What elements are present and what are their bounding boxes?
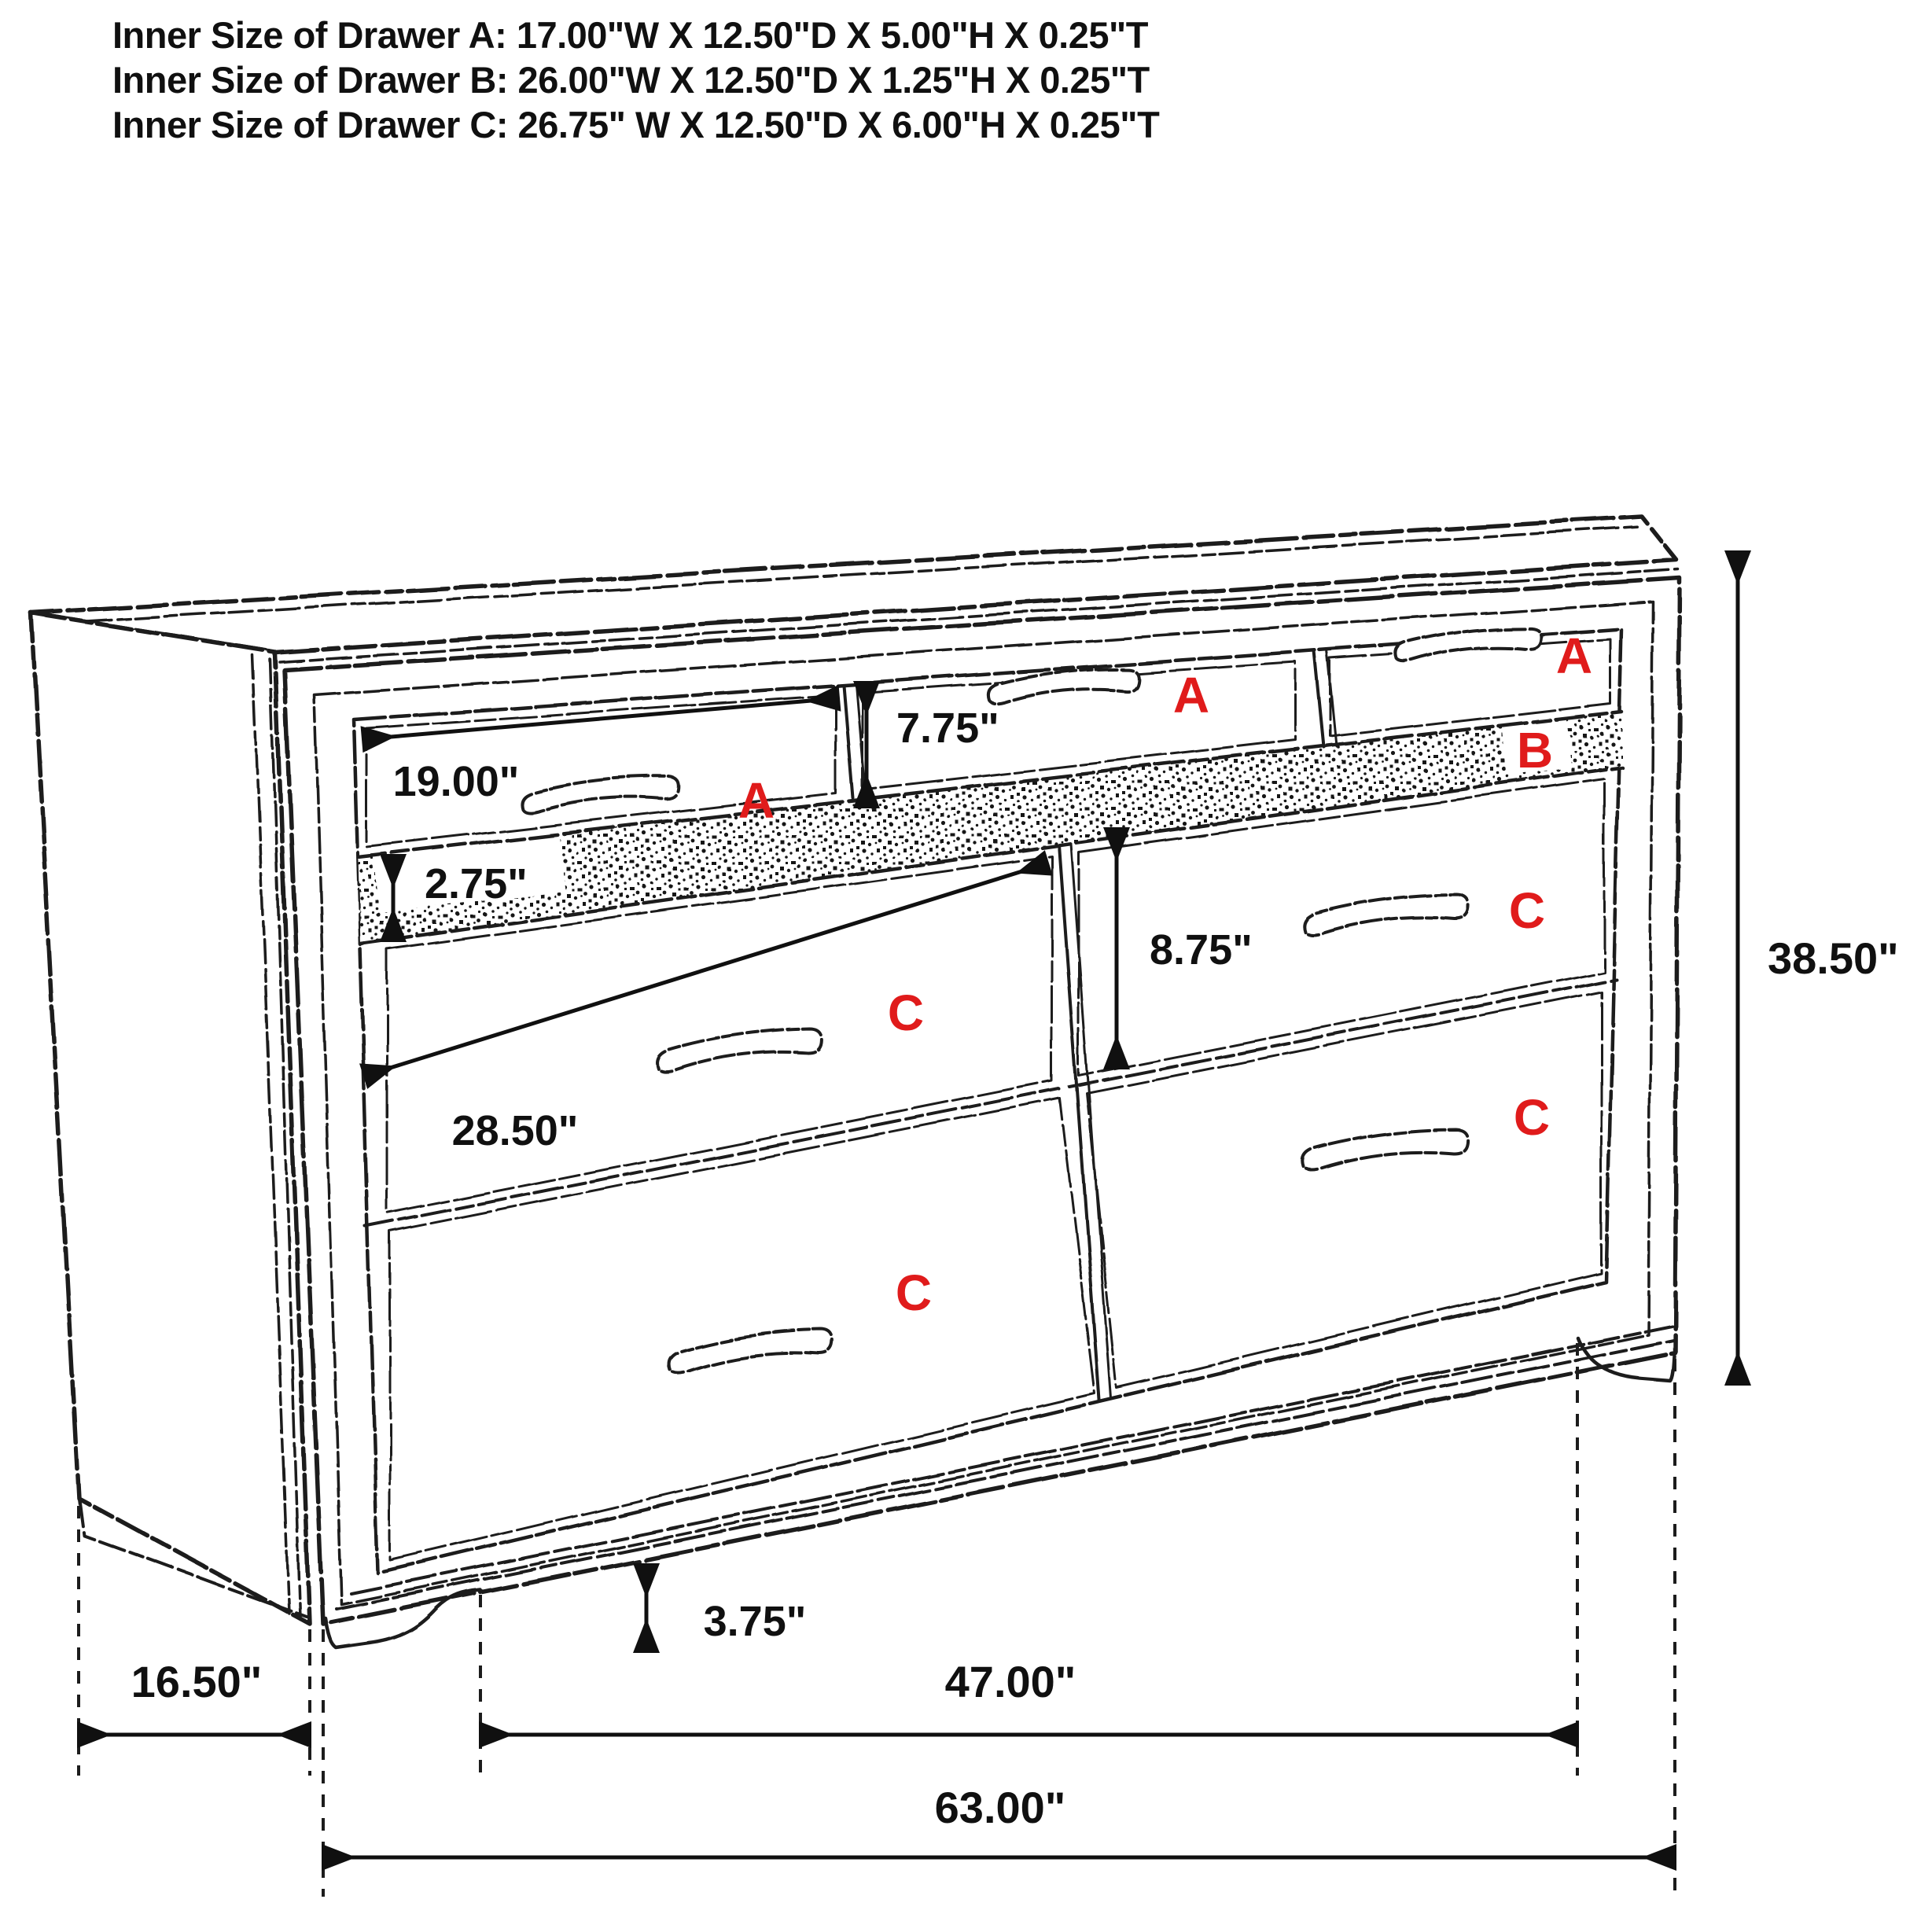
spec-line-drawer-b: Inner Size of Drawer B: 26.00"W X 12.50"D X 1.25"H X 0.25"T <box>112 59 1150 101</box>
dim-drawer-c-height: 8.75" <box>1150 926 1253 974</box>
spec-line-drawer-a: Inner Size of Drawer A: 17.00"W X 12.50"D X 5.00"H X 0.25"T <box>112 14 1148 56</box>
dim-drawer-c-width: 28.50" <box>451 1107 579 1154</box>
dim-drawer-a-height: 7.75" <box>896 705 999 752</box>
label-drawer-c-upper-left: C <box>887 985 925 1041</box>
label-drawer-c-lower-right: C <box>1513 1089 1551 1146</box>
dim-overall-height: 38.50" <box>1768 933 1899 983</box>
label-drawer-c-upper-right: C <box>1508 882 1546 939</box>
dim-foot-height: 3.75" <box>703 1598 807 1645</box>
label-drawer-b: B <box>1516 722 1554 778</box>
label-drawer-a3: A <box>1555 628 1593 684</box>
dim-drawer-a-width: 19.00" <box>392 758 520 805</box>
label-drawer-c-lower-left: C <box>895 1264 933 1321</box>
dim-strip-height: 2.75" <box>425 860 528 907</box>
side-panel-outline <box>31 613 310 1624</box>
label-drawer-a1: A <box>738 772 775 829</box>
dim-side-depth: 16.50" <box>131 1657 263 1706</box>
dresser-structure <box>31 517 1680 1648</box>
label-drawer-a2: A <box>1172 667 1210 723</box>
dim-feet-span: 47.00" <box>944 1657 1076 1706</box>
spec-line-drawer-c: Inner Size of Drawer C: 26.75" W X 12.50"D X 6.00"H X 0.25"T <box>112 104 1160 145</box>
dim-overall-width: 63.00" <box>934 1783 1066 1832</box>
